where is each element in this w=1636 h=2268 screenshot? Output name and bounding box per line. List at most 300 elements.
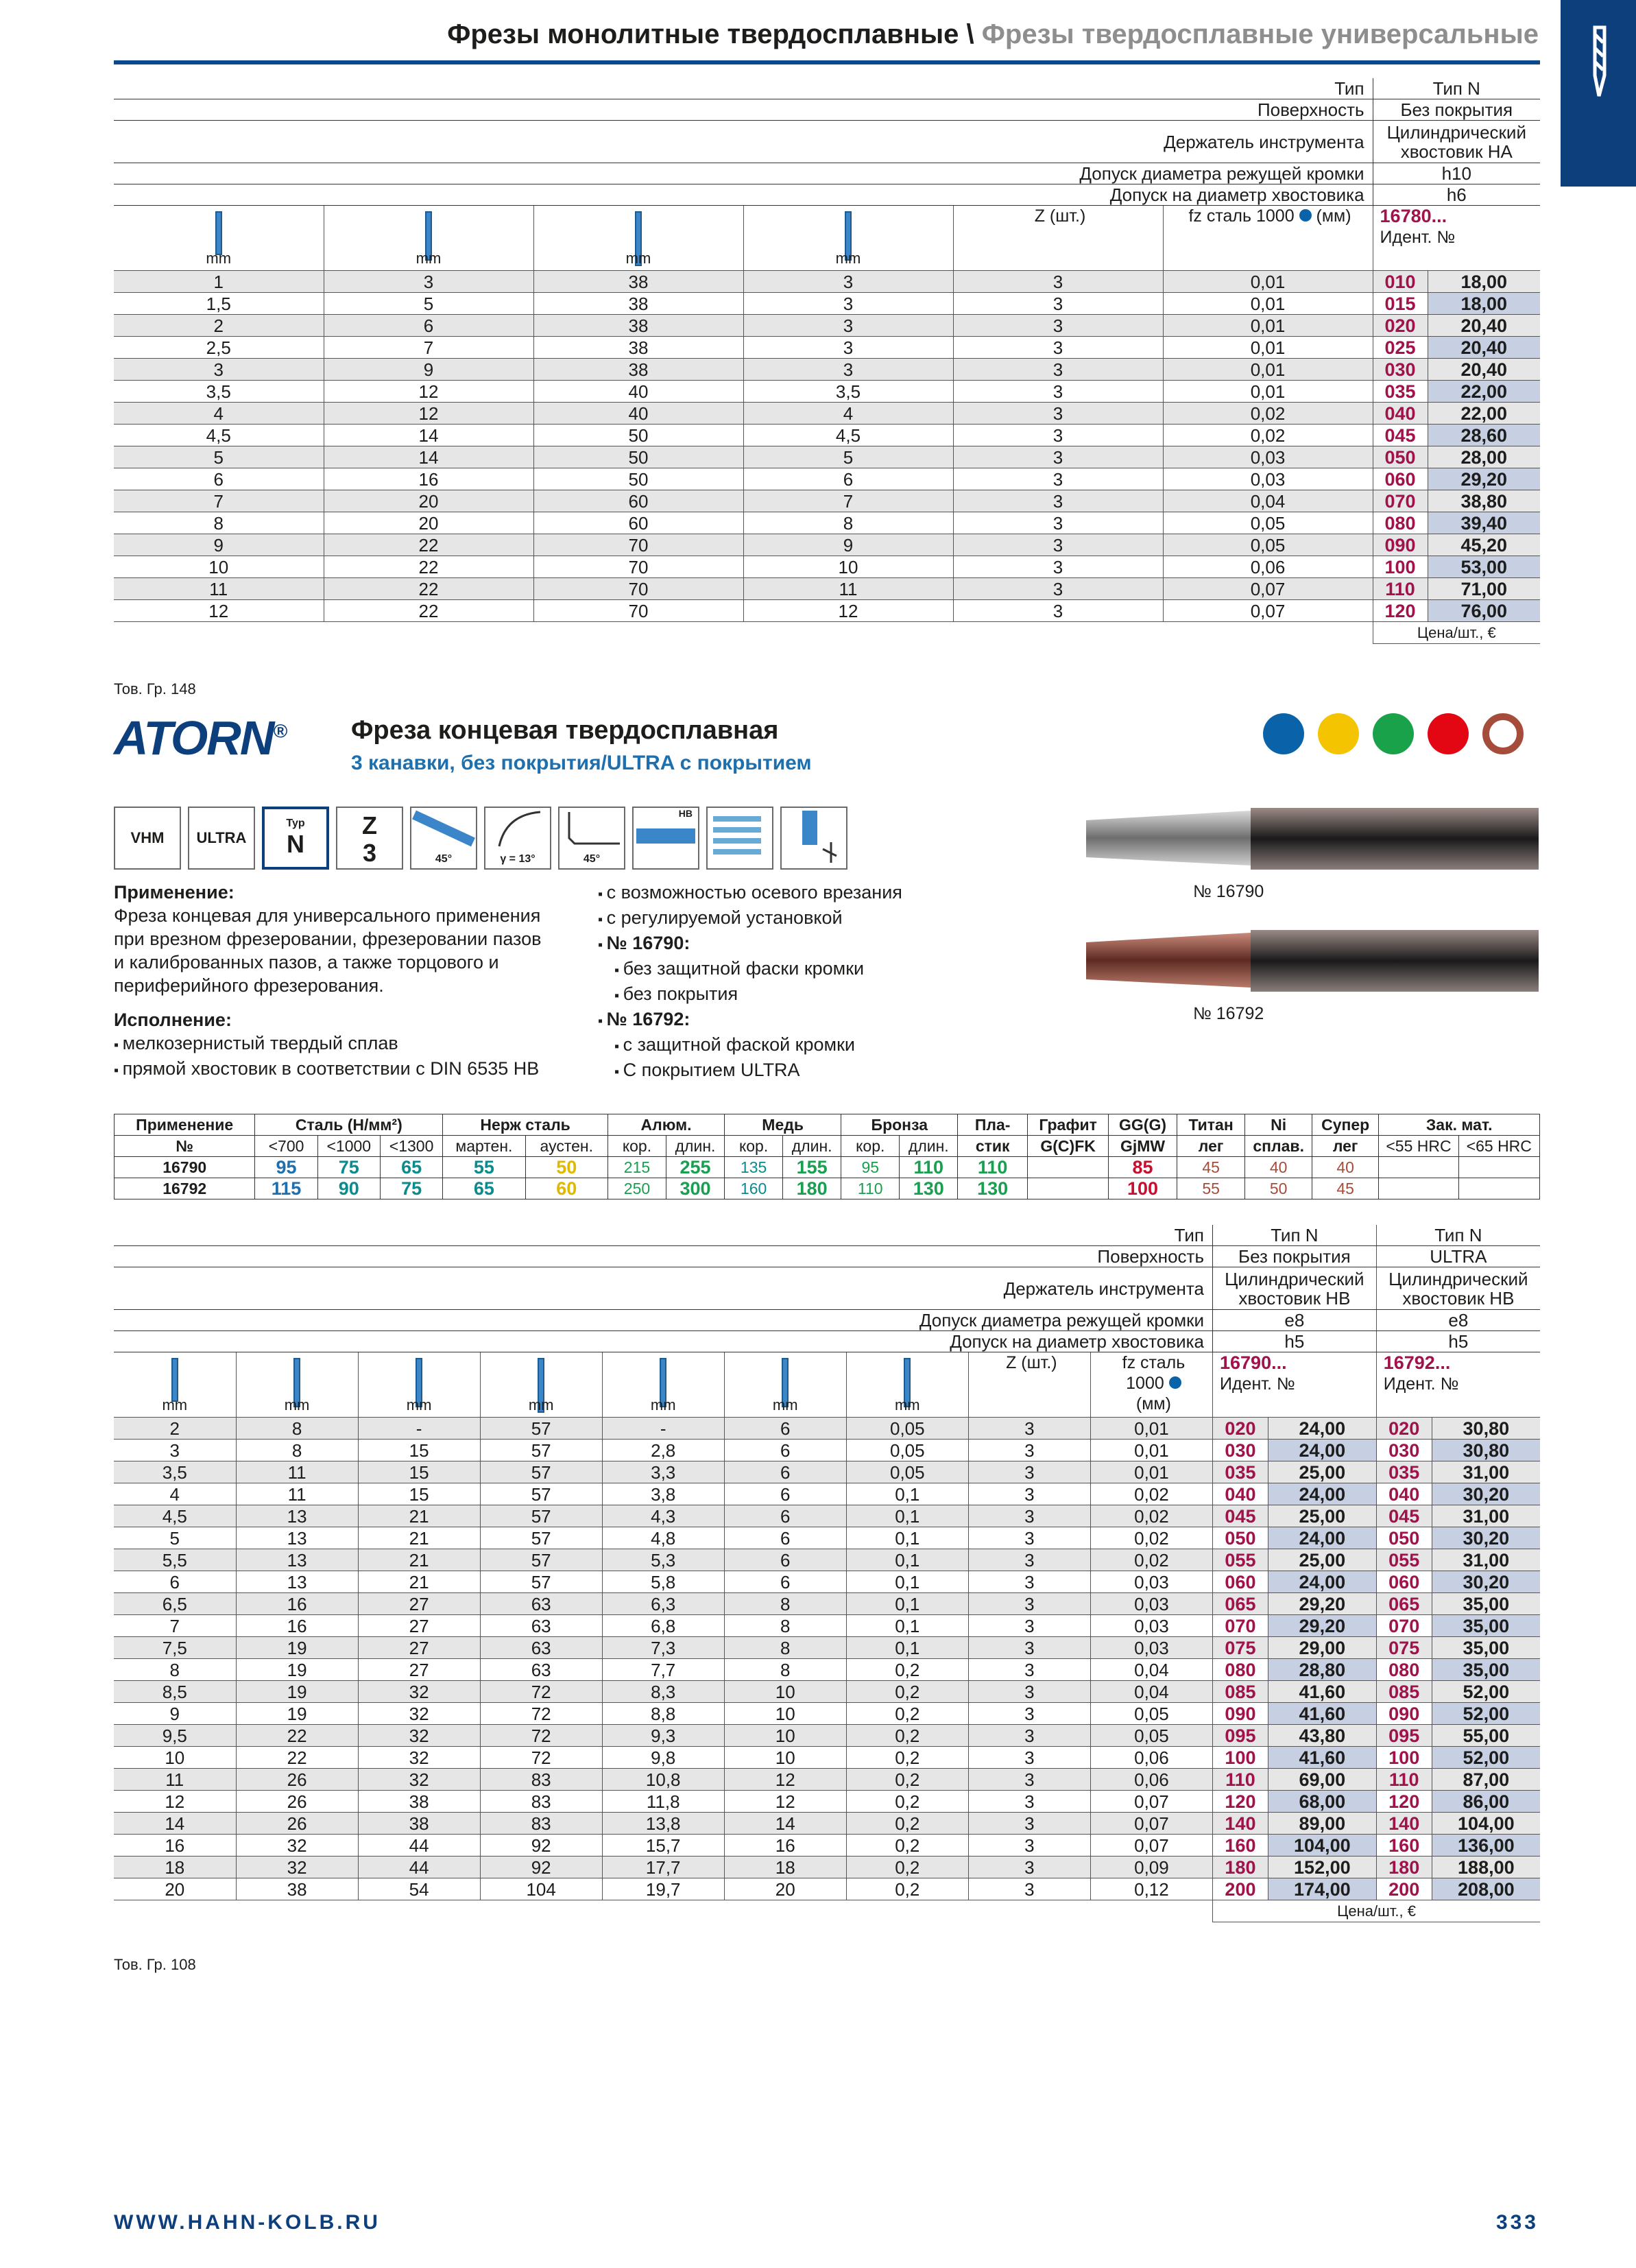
ident-code: 110 xyxy=(1213,1769,1268,1791)
cell: 12 xyxy=(114,1791,236,1813)
ident-code: 200 xyxy=(1376,1878,1432,1900)
cell: 4 xyxy=(114,403,324,425)
spec-value: Тип N xyxy=(1373,78,1540,99)
spec-row xyxy=(114,1310,1540,1331)
cell: 72 xyxy=(480,1703,602,1725)
cell: 8 xyxy=(724,1637,846,1659)
neck-diameter-col-icon: mm xyxy=(602,1352,724,1418)
cell: 9,5 xyxy=(114,1725,236,1747)
price-value: 52,00 xyxy=(1432,1703,1540,1725)
material-value: 50 xyxy=(1245,1178,1312,1199)
material-value: 65 xyxy=(380,1157,442,1178)
cell: 0,1 xyxy=(846,1505,968,1527)
ident-code: 160 xyxy=(1213,1835,1268,1857)
ident-code: 035 xyxy=(1373,381,1428,403)
price-value: 25,00 xyxy=(1268,1505,1376,1527)
cell: 19,7 xyxy=(602,1878,724,1900)
cell: 38 xyxy=(533,337,743,359)
ident-code: 160 xyxy=(1376,1835,1432,1857)
diameter-col-icon: mm xyxy=(114,206,324,271)
material-row xyxy=(115,1157,1540,1178)
cell: 13,8 xyxy=(602,1813,724,1835)
cell: 6 xyxy=(724,1418,846,1440)
cell: 3 xyxy=(114,359,324,381)
spec-value-16790: Тип N xyxy=(1213,1225,1377,1246)
material-dot-icon xyxy=(1263,713,1304,754)
cell: 5 xyxy=(114,446,324,468)
cell: 3 xyxy=(968,1593,1090,1615)
cell: 12 xyxy=(743,600,953,622)
cell: 13 xyxy=(236,1549,358,1571)
price-value: 35,00 xyxy=(1432,1593,1540,1615)
material-value: 55 xyxy=(1177,1178,1245,1199)
material-value: 130 xyxy=(958,1178,1028,1199)
cell: 0,2 xyxy=(846,1747,968,1769)
price-value: 20,40 xyxy=(1428,337,1540,359)
price-value: 52,00 xyxy=(1432,1747,1540,1769)
price-value: 24,00 xyxy=(1268,1527,1376,1549)
spec-value: h6 xyxy=(1373,184,1540,206)
cell: 63 xyxy=(480,1593,602,1615)
cell: 8 xyxy=(114,1659,236,1681)
price-value: 35,00 xyxy=(1432,1615,1540,1637)
cell: 38 xyxy=(358,1813,480,1835)
spec-row xyxy=(114,78,1540,99)
helix-angle-icon: 45° xyxy=(410,807,477,870)
cell: 32 xyxy=(358,1725,480,1747)
ident-code: 120 xyxy=(1373,600,1428,622)
ident-col-header-16790: 16790... Идент. № xyxy=(1213,1352,1377,1418)
spec-value-16792: Цилиндрический хвостовик HB xyxy=(1376,1267,1540,1310)
cell: 57 xyxy=(480,1505,602,1527)
price-value: 41,60 xyxy=(1268,1681,1376,1703)
price-value: 30,20 xyxy=(1432,1571,1540,1593)
cell: 26 xyxy=(236,1791,358,1813)
cell: 3 xyxy=(953,315,1163,337)
cell: 0,07 xyxy=(1163,600,1373,622)
ident-code: 090 xyxy=(1376,1703,1432,1725)
material-header: Графит xyxy=(1028,1114,1109,1136)
footer-url[interactable]: WWW.HAHN-KOLB.RU xyxy=(114,2211,381,2234)
features-section xyxy=(598,881,1009,1084)
material-value: 95 xyxy=(255,1157,317,1178)
ident-code: 100 xyxy=(1213,1747,1268,1769)
title-main: Фрезы монолитные твердосплавные xyxy=(447,19,959,49)
price-value: 71,00 xyxy=(1428,578,1540,600)
price-value: 86,00 xyxy=(1432,1791,1540,1813)
cell: 0,01 xyxy=(1090,1418,1212,1440)
price-value: 104,00 xyxy=(1432,1813,1540,1835)
ident-code: 075 xyxy=(1213,1637,1268,1659)
cell: 0,01 xyxy=(1163,293,1373,315)
cell: 3 xyxy=(968,1505,1090,1527)
cell: 0,2 xyxy=(846,1813,968,1835)
cell: 3 xyxy=(953,293,1163,315)
cell: 6 xyxy=(724,1483,846,1505)
total-length-col-icon: mm xyxy=(480,1352,602,1418)
ident-code: 045 xyxy=(1213,1505,1268,1527)
cell: 16 xyxy=(236,1593,358,1615)
ident-code: 140 xyxy=(1213,1813,1268,1835)
price-value: 69,00 xyxy=(1268,1769,1376,1791)
cell: 3,3 xyxy=(602,1461,724,1483)
material-subheader: лег xyxy=(1312,1136,1379,1157)
ident-code: 080 xyxy=(1376,1659,1432,1681)
cell: 14 xyxy=(114,1813,236,1835)
cell: 3 xyxy=(743,315,953,337)
drill-icon xyxy=(1561,0,1636,187)
price-value: 43,80 xyxy=(1268,1725,1376,1747)
z-col-header: Z (шт.) xyxy=(953,206,1163,271)
cell: 3 xyxy=(953,512,1163,534)
material-value: 45 xyxy=(1312,1178,1379,1199)
cell: 3 xyxy=(968,1440,1090,1461)
cell: 0,01 xyxy=(1163,359,1373,381)
cell: 72 xyxy=(480,1725,602,1747)
material-value xyxy=(1379,1178,1458,1199)
material-subheader: аустен. xyxy=(525,1136,608,1157)
cell: 0,02 xyxy=(1090,1527,1212,1549)
cell: 57 xyxy=(480,1527,602,1549)
cell: 22 xyxy=(236,1747,358,1769)
cell: 32 xyxy=(358,1703,480,1725)
table-row xyxy=(114,1505,1540,1527)
page-title xyxy=(447,19,1539,50)
cell: 3 xyxy=(953,425,1163,446)
material-subheader: <65 HRC xyxy=(1458,1136,1539,1157)
price-value: 28,00 xyxy=(1428,446,1540,468)
cell: 0,2 xyxy=(846,1835,968,1857)
cell: 4,8 xyxy=(602,1527,724,1549)
price-value: 24,00 xyxy=(1268,1418,1376,1440)
cell: 57 xyxy=(480,1418,602,1440)
cell: 22 xyxy=(324,556,533,578)
price-value: 24,00 xyxy=(1268,1440,1376,1461)
cell: 40 xyxy=(533,381,743,403)
material-value: 215 xyxy=(608,1157,666,1178)
cell: 0,1 xyxy=(846,1527,968,1549)
cell: 8,3 xyxy=(602,1681,724,1703)
cell: 26 xyxy=(236,1813,358,1835)
material-value: 75 xyxy=(380,1178,442,1199)
ident-code: 015 xyxy=(1373,293,1428,315)
ident-code: 025 xyxy=(1373,337,1428,359)
application-section xyxy=(114,881,587,1082)
vhm-icon: VHM xyxy=(114,807,181,870)
cell: 0,12 xyxy=(1090,1878,1212,1900)
cell: 0,03 xyxy=(1090,1571,1212,1593)
cell: 0,2 xyxy=(846,1725,968,1747)
cell: 54 xyxy=(358,1878,480,1900)
ident-code: 080 xyxy=(1373,512,1428,534)
cell: 27 xyxy=(358,1615,480,1637)
price-value: 18,00 xyxy=(1428,271,1540,293)
plunge-icon xyxy=(780,807,847,870)
cell: 3 xyxy=(968,1703,1090,1725)
material-subheader: кор. xyxy=(725,1136,783,1157)
ident-code: 070 xyxy=(1373,490,1428,512)
ident-code: 040 xyxy=(1373,403,1428,425)
cell: 70 xyxy=(533,556,743,578)
fz-col-header: fz сталь 1000 (мм) xyxy=(1090,1352,1212,1418)
cell: 32 xyxy=(358,1681,480,1703)
cell: 12 xyxy=(324,403,533,425)
ident-code: 120 xyxy=(1376,1791,1432,1813)
material-header: GG(G) xyxy=(1109,1114,1177,1136)
table-row xyxy=(114,578,1540,600)
group-label-2: Тов. Гр. 108 xyxy=(114,1956,196,1973)
price-value: 31,00 xyxy=(1432,1461,1540,1483)
cell: 0,06 xyxy=(1090,1747,1212,1769)
cell: 32 xyxy=(236,1835,358,1857)
material-row xyxy=(115,1178,1540,1199)
cell: 15,7 xyxy=(602,1835,724,1857)
cell: 0,04 xyxy=(1090,1681,1212,1703)
cell: 6 xyxy=(724,1549,846,1571)
price-value: 24,00 xyxy=(1268,1483,1376,1505)
cell: 6 xyxy=(724,1461,846,1483)
material-subheader: длин. xyxy=(783,1136,841,1157)
cell: 50 xyxy=(533,446,743,468)
cell: 3 xyxy=(114,1440,236,1461)
price-value: 30,20 xyxy=(1432,1483,1540,1505)
cell: 57 xyxy=(480,1483,602,1505)
material-value: 50 xyxy=(525,1157,608,1178)
cell: 0,03 xyxy=(1090,1593,1212,1615)
price-note: Цена/шт., € xyxy=(1373,622,1540,644)
cell: 12 xyxy=(724,1769,846,1791)
cell: 8,8 xyxy=(602,1703,724,1725)
cell: 6 xyxy=(324,315,533,337)
price-value: 76,00 xyxy=(1428,600,1540,622)
cell: 32 xyxy=(236,1857,358,1878)
cell: 38 xyxy=(236,1878,358,1900)
cell: 3 xyxy=(953,359,1163,381)
price-note: Цена/шт., € xyxy=(1213,1900,1541,1922)
cell: 72 xyxy=(480,1747,602,1769)
table-row xyxy=(114,1659,1540,1681)
cell: 12 xyxy=(324,381,533,403)
cell: 0,04 xyxy=(1090,1659,1212,1681)
ident-code: 085 xyxy=(1376,1681,1432,1703)
table-row xyxy=(114,293,1540,315)
cell: 0,02 xyxy=(1090,1549,1212,1571)
material-dot-icon xyxy=(1318,713,1359,754)
cell: 3,5 xyxy=(114,381,324,403)
cell: 92 xyxy=(480,1857,602,1878)
price-value: 41,60 xyxy=(1268,1703,1376,1725)
cell: 10 xyxy=(743,556,953,578)
material-value: 180 xyxy=(783,1178,841,1199)
text-line: ▪ С покрытием ULTRA xyxy=(614,1058,1009,1084)
cell: 8,5 xyxy=(114,1681,236,1703)
cell: 13 xyxy=(236,1527,358,1549)
material-article: 16792 xyxy=(115,1178,255,1199)
cell: 0,1 xyxy=(846,1571,968,1593)
price-value: 28,80 xyxy=(1268,1659,1376,1681)
cell: 83 xyxy=(480,1769,602,1791)
material-value: 40 xyxy=(1245,1157,1312,1178)
cell: 21 xyxy=(358,1505,480,1527)
cell: 5,5 xyxy=(114,1549,236,1571)
ident-code: 180 xyxy=(1213,1857,1268,1878)
cell: 11 xyxy=(114,578,324,600)
cell: 60 xyxy=(533,490,743,512)
cell: 0,2 xyxy=(846,1681,968,1703)
reach-length-col-icon: mm xyxy=(358,1352,480,1418)
cell: 38 xyxy=(533,359,743,381)
cell: 6 xyxy=(724,1527,846,1549)
ident-code: 050 xyxy=(1373,446,1428,468)
price-value: 29,20 xyxy=(1428,468,1540,490)
cell: 3 xyxy=(324,271,533,293)
header-rule xyxy=(114,60,1540,64)
cell: 7 xyxy=(324,337,533,359)
spec-label: Поверхность xyxy=(114,99,1373,121)
ident-code: 020 xyxy=(1373,315,1428,337)
cell: 0,09 xyxy=(1090,1857,1212,1878)
material-header: Пла- xyxy=(958,1114,1028,1136)
cell: 0,02 xyxy=(1090,1483,1212,1505)
cell: 3,5 xyxy=(743,381,953,403)
table-row xyxy=(114,1681,1540,1703)
table2-header xyxy=(114,1352,1540,1418)
table-row xyxy=(114,1857,1540,1878)
cell: 0,04 xyxy=(1163,490,1373,512)
cell: 83 xyxy=(480,1813,602,1835)
cell: 83 xyxy=(480,1791,602,1813)
cell: 0,2 xyxy=(846,1703,968,1725)
cell: 1 xyxy=(114,271,324,293)
cell: 8 xyxy=(724,1615,846,1637)
cell: 0,01 xyxy=(1090,1440,1212,1461)
price-value: 30,80 xyxy=(1432,1440,1540,1461)
ident-code: 040 xyxy=(1376,1483,1432,1505)
cell: 32 xyxy=(358,1769,480,1791)
table-row xyxy=(114,1527,1540,1549)
table-row xyxy=(114,1483,1540,1505)
price-value: 38,80 xyxy=(1428,490,1540,512)
table-row xyxy=(114,1791,1540,1813)
material-value: 110 xyxy=(900,1157,958,1178)
total-length-col-icon: mm xyxy=(533,206,743,271)
cell: 4 xyxy=(114,1483,236,1505)
ident-code: 020 xyxy=(1213,1418,1268,1440)
spec-value: Без покрытия xyxy=(1373,99,1540,121)
spec-value-16790: e8 xyxy=(1213,1310,1377,1331)
cell: 14 xyxy=(324,446,533,468)
material-header: Применение xyxy=(115,1114,255,1136)
ident-code: 050 xyxy=(1376,1527,1432,1549)
cell: 60 xyxy=(533,512,743,534)
cell: 20 xyxy=(724,1878,846,1900)
cell: 9 xyxy=(114,1703,236,1725)
cell: 0,07 xyxy=(1090,1791,1212,1813)
material-header: Супер xyxy=(1312,1114,1379,1136)
cell: 7 xyxy=(743,490,953,512)
shank-col-icon: mm xyxy=(724,1352,846,1418)
cell: 0,01 xyxy=(1163,337,1373,359)
ident-code: 035 xyxy=(1376,1461,1432,1483)
cell: 11 xyxy=(743,578,953,600)
cell: 18 xyxy=(114,1857,236,1878)
material-value: 110 xyxy=(841,1178,900,1199)
material-header: Медь xyxy=(725,1114,841,1136)
cell: 8 xyxy=(236,1440,358,1461)
spec-label: Тип xyxy=(114,1225,1213,1246)
cell: 0,01 xyxy=(1090,1461,1212,1483)
table-row xyxy=(114,425,1540,446)
spec-value-16792: ULTRA xyxy=(1376,1246,1540,1267)
spec-label: Допуск на диаметр хвостовика xyxy=(114,184,1373,206)
cell: 92 xyxy=(480,1835,602,1857)
cell: 3 xyxy=(953,578,1163,600)
price-value: 136,00 xyxy=(1432,1835,1540,1857)
price-value: 22,00 xyxy=(1428,403,1540,425)
cell: - xyxy=(602,1418,724,1440)
cell: 3 xyxy=(953,556,1163,578)
cell: 0,2 xyxy=(846,1857,968,1878)
cell: 21 xyxy=(358,1549,480,1571)
material-subheader: лег xyxy=(1177,1136,1245,1157)
ident-code: 090 xyxy=(1373,534,1428,556)
material-value: 85 xyxy=(1109,1157,1177,1178)
material-value: 40 xyxy=(1312,1157,1379,1178)
cell: 8 xyxy=(114,512,324,534)
cell: 32 xyxy=(358,1747,480,1769)
text-line: и калиброванных пазов, а также торцового и xyxy=(114,952,499,972)
cell: 44 xyxy=(358,1835,480,1857)
cell: 13 xyxy=(236,1571,358,1593)
material-subheader: стик xyxy=(958,1136,1028,1157)
table1-header xyxy=(114,206,1540,271)
ident-code: 055 xyxy=(1213,1549,1268,1571)
cell: 70 xyxy=(533,534,743,556)
cell: 3 xyxy=(968,1571,1090,1593)
material-value: 45 xyxy=(1177,1157,1245,1178)
ident-code: 085 xyxy=(1213,1681,1268,1703)
material-header: Нерж сталь xyxy=(443,1114,608,1136)
cell: 22 xyxy=(324,534,533,556)
cell: 10 xyxy=(724,1725,846,1747)
tool-image-16790 xyxy=(1079,800,1539,874)
material-value xyxy=(1028,1157,1109,1178)
material-header: Ni xyxy=(1245,1114,1312,1136)
cell: 13 xyxy=(236,1505,358,1527)
text-line: ▪ с возможностью осевого врезания xyxy=(598,881,1009,906)
spec-row xyxy=(114,184,1540,206)
cell: 16 xyxy=(324,468,533,490)
cell: 3 xyxy=(968,1483,1090,1505)
table-row xyxy=(114,1813,1540,1835)
cell: 9 xyxy=(743,534,953,556)
cell: 3 xyxy=(743,271,953,293)
cell: 63 xyxy=(480,1615,602,1637)
material-header: Бронза xyxy=(841,1114,958,1136)
cell: 14 xyxy=(724,1813,846,1835)
cell: 3 xyxy=(953,337,1163,359)
cell: 4,5 xyxy=(743,425,953,446)
table-row xyxy=(114,490,1540,512)
spec-row xyxy=(114,1225,1540,1246)
cell: 6 xyxy=(724,1571,846,1593)
cell: 8 xyxy=(724,1593,846,1615)
material-subheader: мартен. xyxy=(443,1136,525,1157)
material-header: Сталь (Н/мм²) xyxy=(255,1114,443,1136)
cell: 0,05 xyxy=(1163,534,1373,556)
cell: 18 xyxy=(724,1857,846,1878)
text-line: периферийного фрезерования. xyxy=(114,975,384,996)
